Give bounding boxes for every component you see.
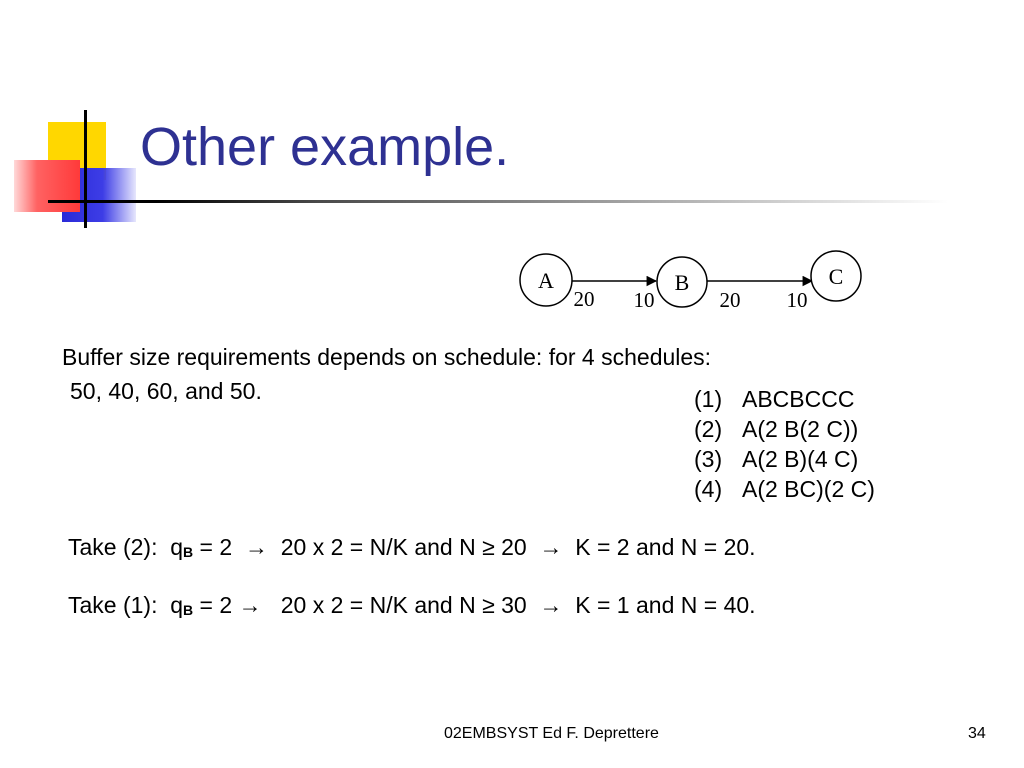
schedule-item xyxy=(694,384,875,414)
take-2-subscript: B xyxy=(183,544,194,560)
schedule-number: (3) xyxy=(694,446,723,472)
take-1-prefix: Take (1): q xyxy=(68,592,184,618)
schedule-number: (4) xyxy=(694,476,723,502)
schedule-number: (2) xyxy=(694,416,723,442)
take-2-line xyxy=(68,532,756,565)
schedule-list xyxy=(694,384,875,504)
graph-node-a xyxy=(520,254,572,306)
decor-vertical-line xyxy=(84,110,87,228)
take-2-prefix: Take (2): q xyxy=(68,534,184,560)
decor-red-square xyxy=(14,160,80,212)
edge-b-c-consume-rate: 10 xyxy=(786,288,808,312)
edge-a-b-produce-rate: 20 xyxy=(573,287,595,311)
graph-node-b xyxy=(657,257,707,307)
node-label: A xyxy=(538,268,554,293)
intro-line-2: 50, 40, 60, and 50. xyxy=(70,378,262,404)
node-label: B xyxy=(674,270,690,295)
intro-line-1: Buffer size requirements depends on schedule: for 4 schedules: xyxy=(62,344,712,370)
graph-node-c xyxy=(811,251,861,301)
edge-a-b-consume-rate: 10 xyxy=(633,288,655,312)
edge-b-c-produce-rate: 20 xyxy=(719,288,741,312)
footer-course-label: 02EMBSYST Ed F. Deprettere xyxy=(444,725,659,742)
schedule-number: (1) xyxy=(694,386,723,412)
take-2-rest: = 2 → 20 x 2 = N/K and N ≥ 20 → K = 2 and N = 20. xyxy=(193,534,756,560)
take-1-rest: = 2 → 20 x 2 = N/K and N ≥ 30 → K = 1 and N = 40. xyxy=(193,592,756,618)
schedule-text: ABCBCCC xyxy=(742,386,855,412)
schedule-text: A(2 B)(4 C) xyxy=(742,446,859,472)
take-1-subscript: B xyxy=(183,602,194,618)
dataflow-graph xyxy=(500,248,880,318)
take-1-line xyxy=(68,590,756,623)
page-number: 34 xyxy=(968,725,986,742)
schedule-item xyxy=(694,444,875,474)
schedule-text: A(2 B(2 C)) xyxy=(742,416,859,442)
schedule-text: A(2 BC)(2 C) xyxy=(742,476,875,502)
slide-title: Other example. xyxy=(140,117,510,177)
node-label: C xyxy=(828,264,844,289)
schedule-item xyxy=(694,414,875,444)
title-underline xyxy=(48,200,948,203)
schedule-item xyxy=(694,474,875,504)
